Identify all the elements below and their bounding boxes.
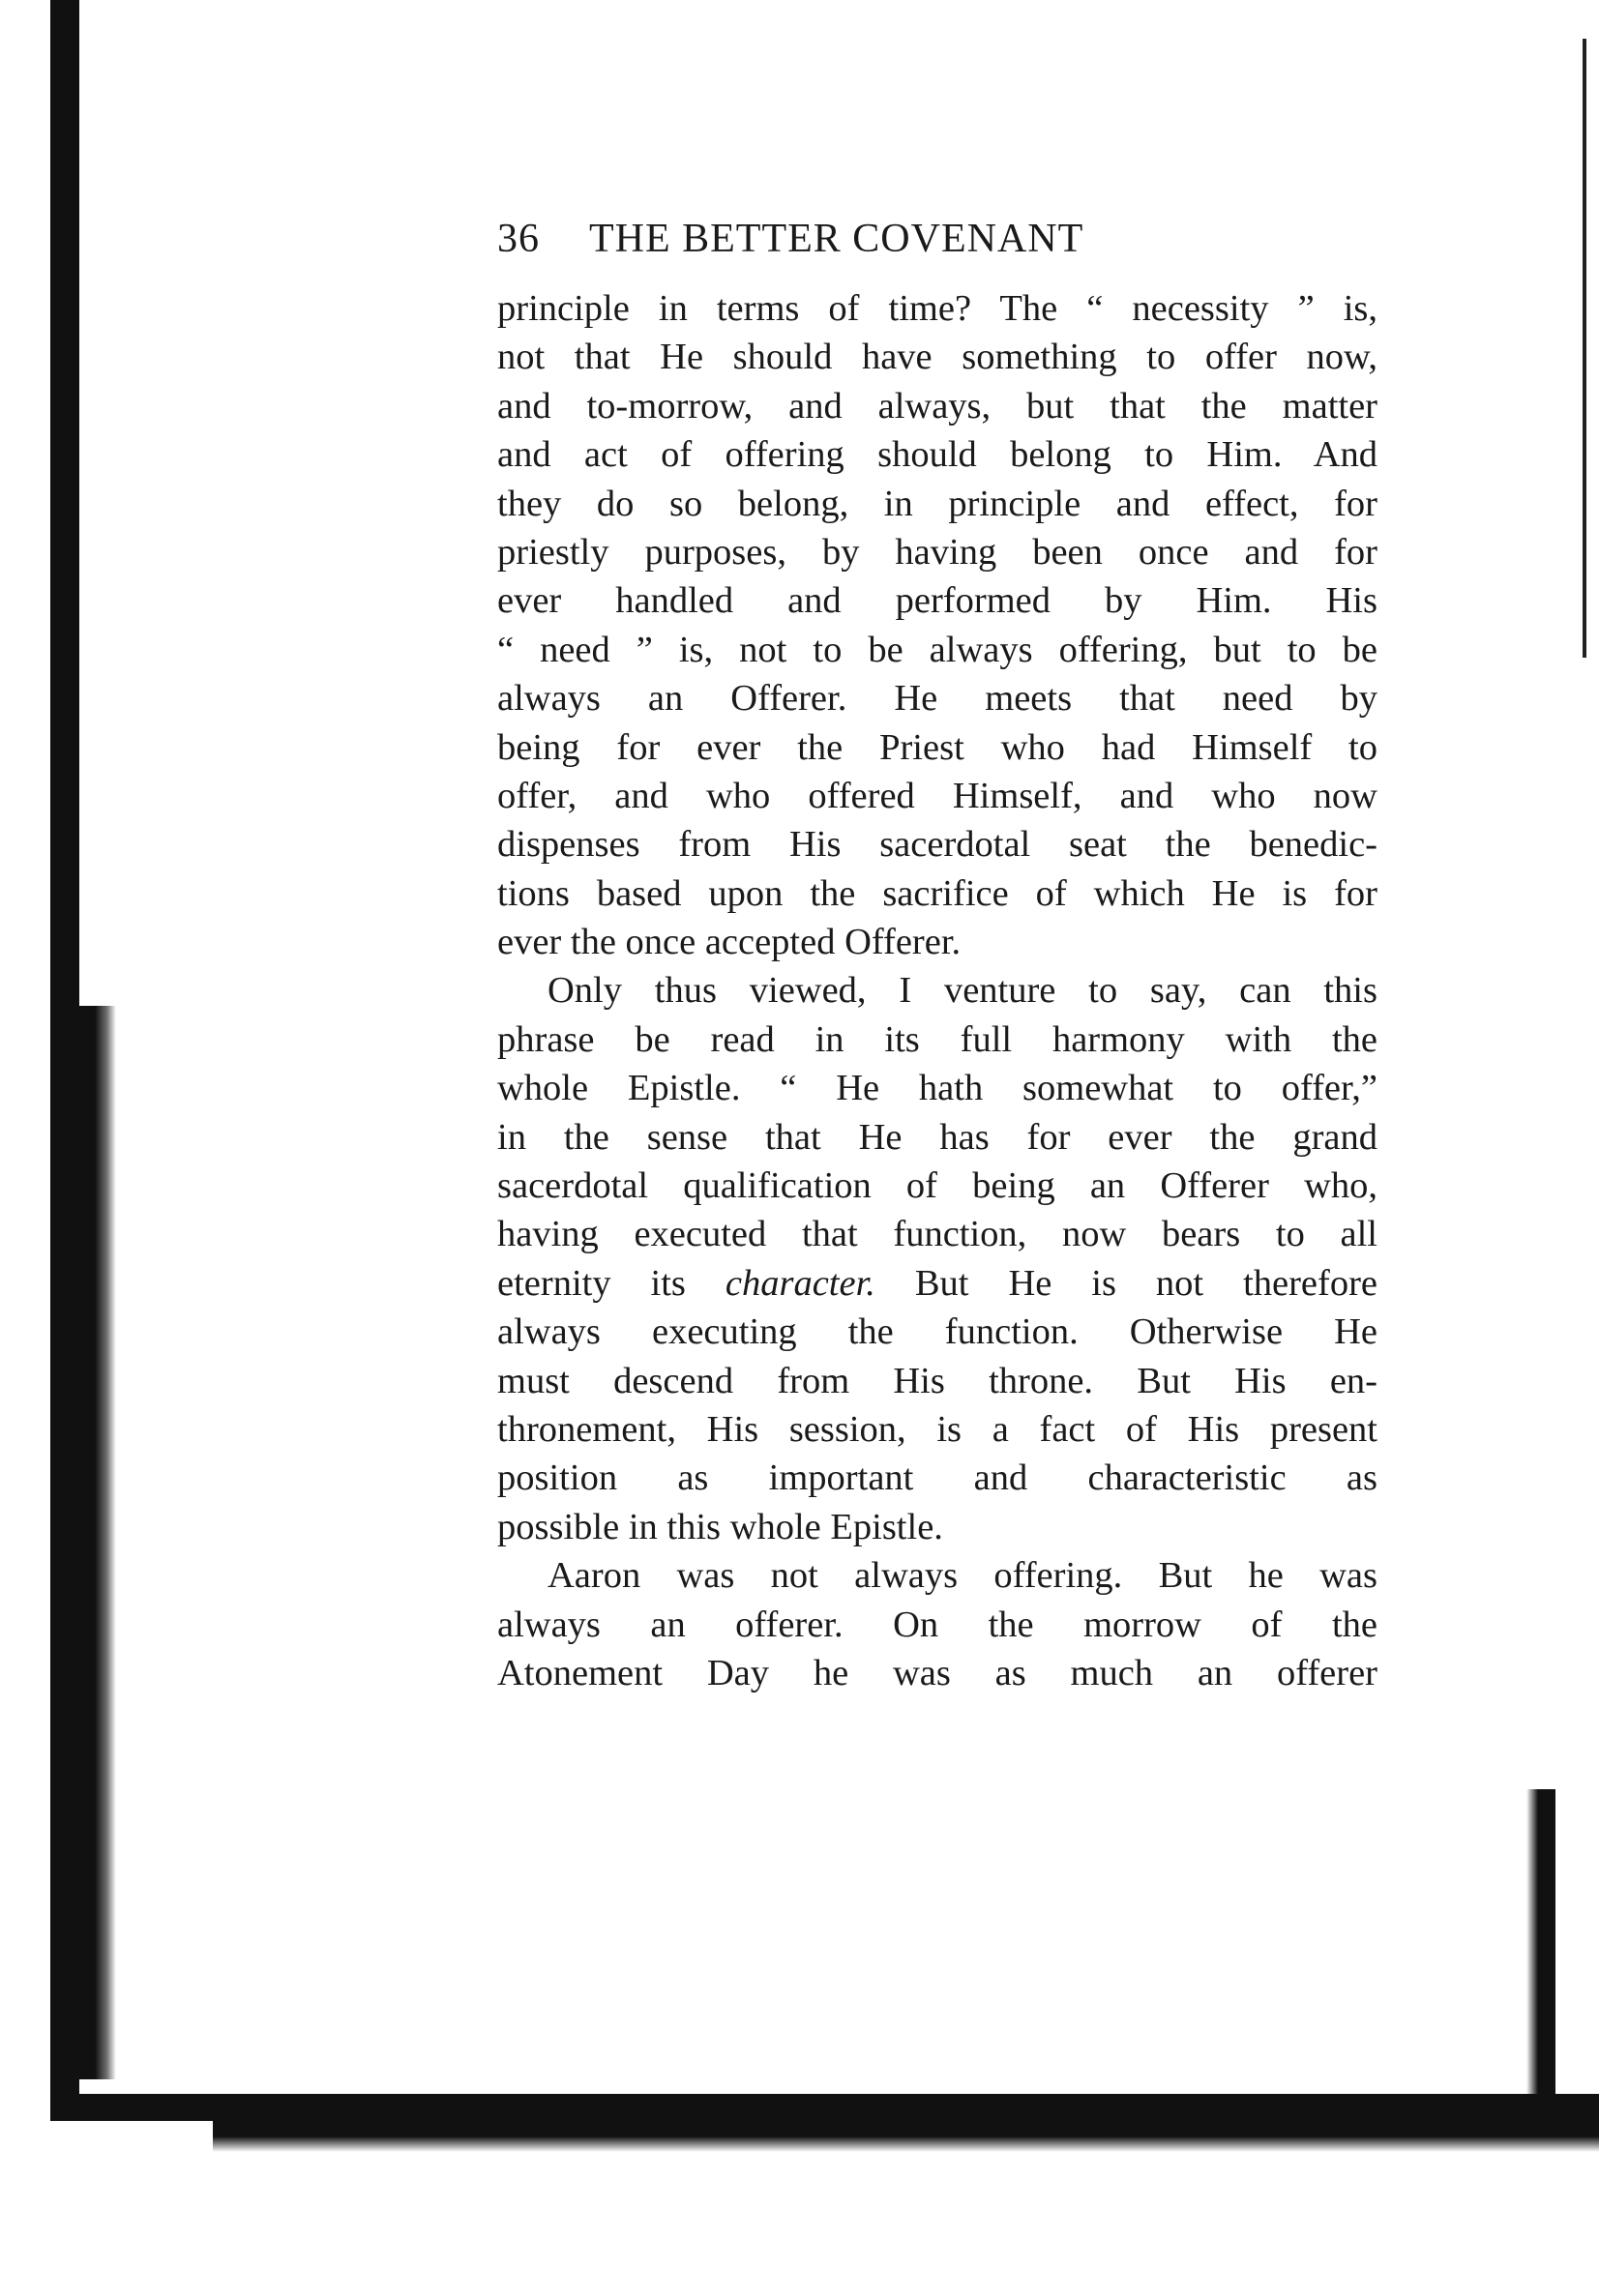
text-line: principle in terms of time? The “ necessity ” is, [497, 288, 1377, 329]
text-line: must descend from His throne. But His en- [497, 1360, 1377, 1401]
scan-edge-right-shadow [1526, 1789, 1555, 2108]
scan-edge-right [1583, 39, 1586, 658]
text-line: ever handled and performed by Him. His [497, 580, 1377, 622]
scan-edge-bottom-shadow [213, 2113, 1599, 2152]
body-text [497, 284, 1377, 1697]
text-line: in the sense that He has for ever the grand [497, 1116, 1377, 1158]
page-number: 36 [497, 217, 540, 261]
text-line: dispenses from His sacerdotal seat the benedic- [497, 824, 1377, 866]
text-line: and act of offering should belong to Him. And [497, 434, 1377, 476]
text-line-with-italic [497, 1259, 1377, 1308]
text-line: position as important and characteristic as [497, 1457, 1377, 1499]
text-line: Atonement Day he was as much an offerer [497, 1652, 1377, 1693]
running-title: THE BETTER COVENANT [589, 217, 1084, 261]
text-line: always an offerer. On the morrow of the [497, 1604, 1377, 1645]
scan-edge-left-shadow [70, 1006, 116, 2079]
book-page [497, 215, 1377, 1697]
text-line: ever the once accepted Offerer. [497, 922, 962, 963]
text-line: always an Offerer. He meets that need by [497, 678, 1377, 720]
text-line: sacerdotal qualification of being an Offerer who, [497, 1165, 1377, 1207]
text-line: they do so belong, in principle and effect, for [497, 483, 1377, 524]
text-line: thronement, His session, is a fact of His present [497, 1408, 1377, 1450]
italic-word: character. [725, 1262, 875, 1304]
running-head [497, 215, 1377, 263]
text-line: phrase be read in its full harmony with the [497, 1018, 1377, 1060]
text-line: offer, and who offered Himself, and who now [497, 775, 1377, 816]
text-line: “ need ” is, not to be always offering, but to be [497, 629, 1377, 670]
text-line: and to-morrow, and always, but that the matter [497, 385, 1377, 427]
text-line: possible in this whole Epistle. [497, 1506, 943, 1547]
text-line: whole Epistle. “ He hath somewhat to offer,” [497, 1068, 1377, 1109]
text-run: But He is not therefore [874, 1262, 1377, 1304]
text-line: Aaron was not always offering. But he was [548, 1555, 1377, 1597]
text-line: not that He should have something to offer now, [497, 337, 1377, 378]
text-line: tions based upon the sacrifice of which He is for [497, 872, 1377, 914]
text-line: having executed that function, now bears to all [497, 1214, 1377, 1255]
text-line: always executing the function. Otherwise He [497, 1311, 1377, 1353]
text-line: priestly purposes, by having been once and for [497, 531, 1377, 573]
text-line: Only thus viewed, I venture to say, can this [548, 970, 1377, 1012]
text-line: being for ever the Priest who had Himself to [497, 726, 1377, 768]
text-run: eternity its [497, 1262, 725, 1304]
